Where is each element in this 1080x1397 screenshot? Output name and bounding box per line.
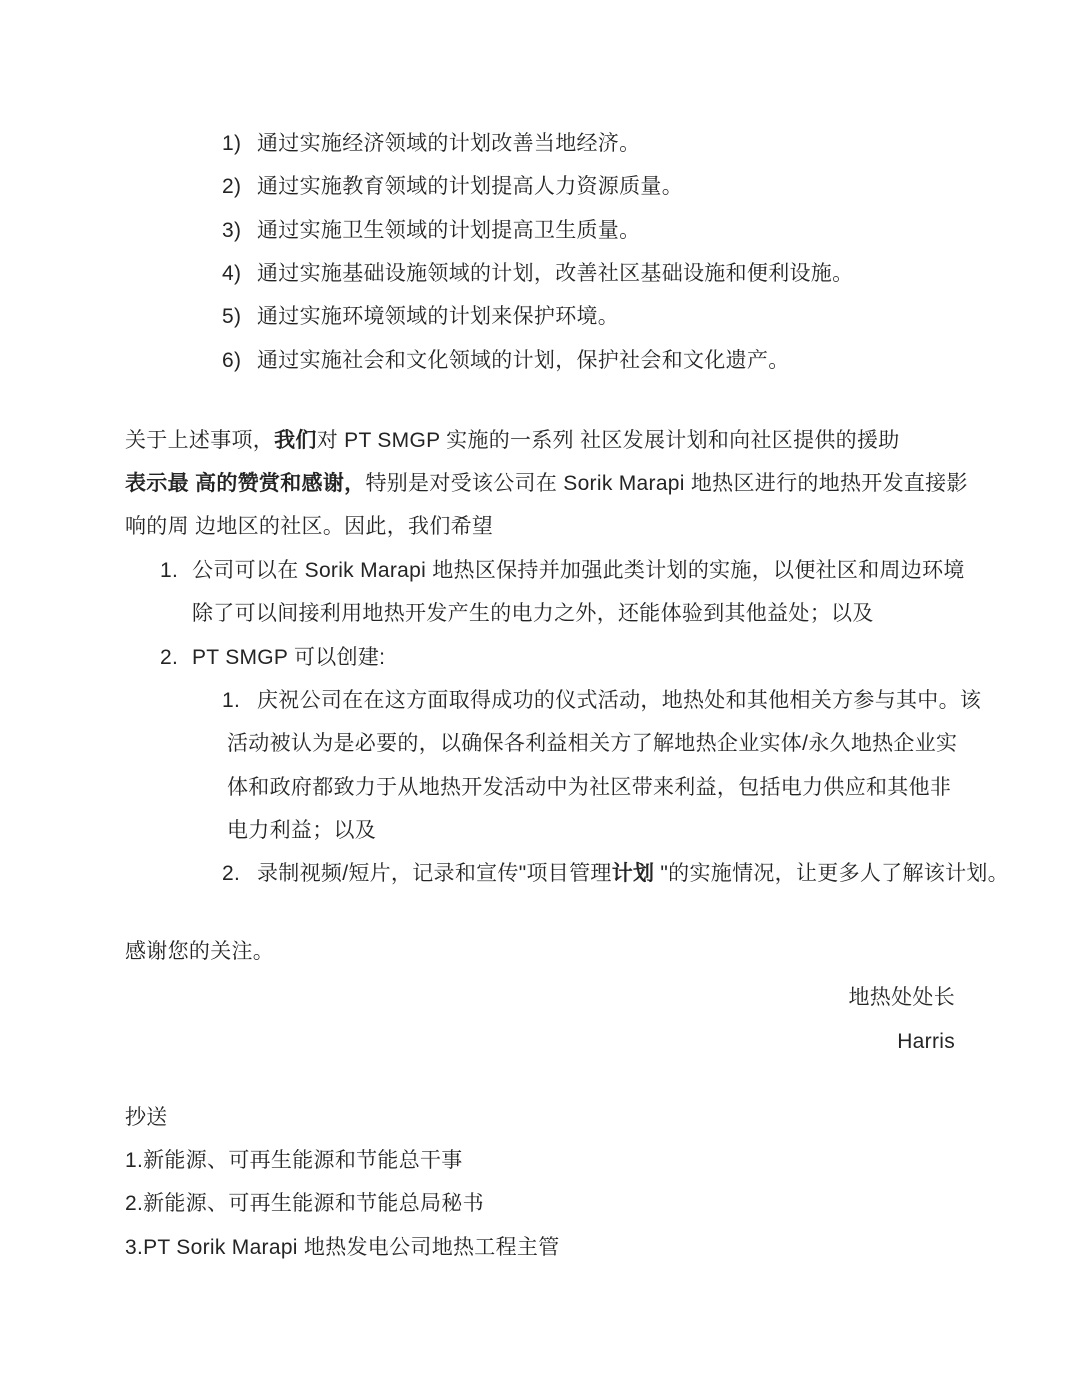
paragraph-text: 关于上述事项， — [125, 429, 275, 452]
list-marker: 5) — [222, 305, 242, 328]
list-item: PT SMGP 可以创建: — [192, 646, 386, 669]
sublist-bold-text: 计划 — [611, 862, 655, 885]
list-item: 公司可以在 Sorik Marapi 地热区保持并加强此类计划的实施，以便社区和周边环境 — [192, 559, 965, 582]
sublist-marker: 1. — [222, 689, 241, 712]
sublist-item-continuation: 活动被认为是必要的，以确保各利益相关方了解地热企业实体/永久地热企业实 — [227, 732, 958, 755]
list-item: 通过实施经济领域的计划改善当地经济。 — [257, 132, 641, 155]
list-marker: 6) — [222, 349, 242, 372]
list-marker: 4) — [222, 262, 242, 285]
list-item: 通过实施教育领域的计划提高人力资源质量。 — [257, 175, 683, 198]
paragraph-text: 特别是对受该公司在 Sorik Marapi 地热区进行的地热开发直接影 — [365, 472, 968, 495]
sublist-text: 录制视频/短片，记录和宣传"项目管理 — [257, 862, 612, 885]
signature-title: 地热处处长 — [848, 986, 955, 1009]
cc-item: 1.新能源、可再生能源和节能总干事 — [125, 1149, 463, 1172]
paragraph-text: 对 PT SMGP 实施的一系列 社区发展计划和向社区提供的援助 — [316, 429, 900, 452]
sublist-item: 庆祝公司在在这方面取得成功的仪式活动，地热处和其他相关方参与其中。该 — [257, 689, 982, 712]
paragraph-line — [125, 473, 968, 494]
list-item-continuation: 除了可以间接利用地热开发产生的电力之外，还能体验到其他益处；以及 — [192, 602, 874, 625]
list-marker: 3) — [222, 219, 242, 242]
sublist-item-continuation: 电力利益；以及 — [227, 819, 377, 842]
list-marker: 2) — [222, 175, 242, 198]
paragraph-line — [125, 516, 493, 537]
sublist-item — [257, 863, 1009, 884]
paragraph-text: 响的周 边地区的社区。因此，我们希望 — [125, 515, 494, 538]
cc-item: 2.新能源、可再生能源和节能总局秘书 — [125, 1192, 484, 1215]
closing-text: 感谢您的关注。 — [125, 940, 275, 963]
signature-name: Harris — [897, 1030, 955, 1053]
paragraph-bold-text: 表示最 高的赞赏和感谢， — [125, 472, 366, 495]
sublist-text: "的实施情况，让更多人了解该计划。 — [654, 862, 1009, 885]
list-item: 通过实施基础设施领域的计划，改善社区基础设施和便利设施。 — [257, 262, 854, 285]
cc-label: 抄送 — [125, 1106, 168, 1129]
list-marker: 1) — [222, 132, 242, 155]
list-marker: 2. — [160, 646, 179, 669]
list-item: 通过实施卫生领域的计划提高卫生质量。 — [257, 219, 641, 242]
list-item: 通过实施社会和文化领域的计划，保护社会和文化遗产。 — [257, 349, 790, 372]
list-item: 通过实施环境领域的计划来保护环境。 — [257, 305, 620, 328]
paragraph-line — [125, 430, 900, 451]
cc-item: 3.PT Sorik Marapi 地热发电公司地热工程主管 — [125, 1236, 560, 1259]
sublist-marker: 2. — [222, 862, 241, 885]
sublist-item-continuation: 体和政府都致力于从地热开发活动中为社区带来利益，包括电力供应和其他非 — [227, 776, 952, 799]
list-marker: 1. — [160, 559, 179, 582]
paragraph-bold-text: 我们 — [274, 429, 317, 452]
